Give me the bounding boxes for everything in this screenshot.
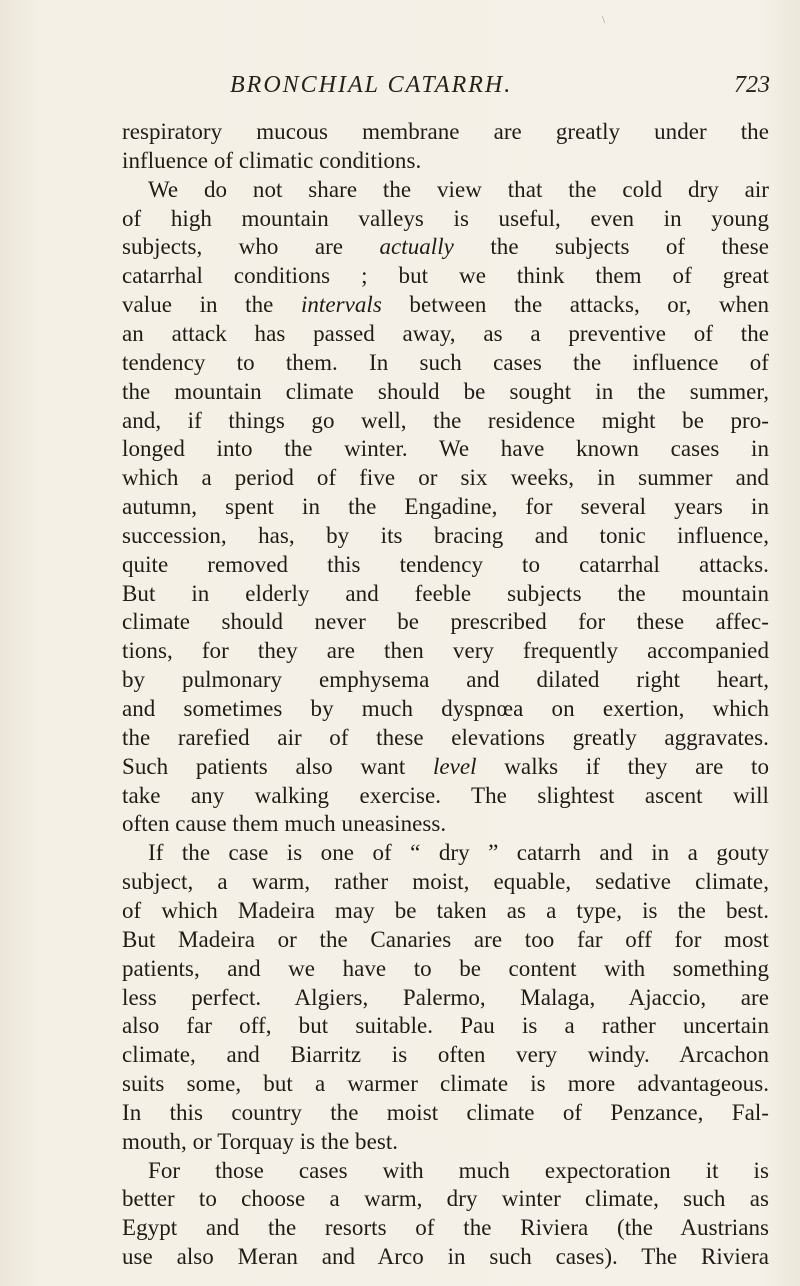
text-line: often cause them much uneasiness.	[122, 811, 447, 837]
text-line: use also Meran and Arco in such cases). The Riviera	[122, 1244, 769, 1270]
italic-emphasis: actually	[379, 234, 454, 260]
text-line: the mountain climate should be sought in the summer,	[122, 378, 769, 404]
text-line: take any walking exercise. The slightest ascent will	[122, 782, 769, 808]
text-line: If the case is one of “ dry ” catarrh and in a gouty	[148, 840, 769, 866]
text-line: less perfect. Algiers, Palermo, Malaga, Ajaccio, are	[122, 984, 769, 1010]
text-line: which a period of five or six weeks, in summer and	[122, 465, 769, 491]
text-line: by pulmonary emphysema and dilated right heart,	[122, 667, 769, 693]
text-line: But Madeira or the Canaries are too far off for most	[122, 926, 769, 952]
text-line: an attack has passed away, as a preventive of the	[122, 320, 769, 346]
text-line: In this country the moist climate of Penzance, Fal-	[122, 1099, 769, 1125]
text-line: autumn, spent in the Engadine, for several years in	[122, 494, 769, 520]
text-line: and sometimes by much dyspnœa on exertion, which	[122, 696, 769, 721]
text-line: patients, and we have to be content with something	[122, 955, 769, 981]
page-number: 723	[734, 72, 770, 98]
text-line: subject, a warm, rather moist, equable, sedative climate,	[122, 869, 769, 895]
text-line: longed into the winter. We have known cases in	[122, 436, 769, 462]
text-line: climate, and Biarritz is often very windy. Arcachon	[122, 1042, 769, 1068]
running-title: BRONCHIAL CATARRH.	[230, 72, 513, 98]
text-line: We do not share the view that the cold dry air	[148, 176, 769, 202]
text-line: of high mountain valleys is useful, even in young	[122, 205, 769, 231]
corner-mark: \	[602, 14, 606, 26]
text-line: climate should never be prescribed for these affec-	[122, 609, 769, 635]
text-line: also far off, but suitable. Pau is a rather uncertain	[122, 1013, 769, 1039]
text-line: succession, has, by its bracing and tonic influence,	[122, 522, 769, 548]
text-line: better to choose a warm, dry winter climate, such as	[122, 1186, 769, 1212]
text-line: tions, for they are then very frequently accompanied	[122, 638, 769, 664]
text-line: Egypt and the resorts of the Riviera (the Austrians	[122, 1215, 769, 1241]
text-line: the rarefied air of these elevations greatly aggravates.	[122, 724, 769, 750]
text-line: quite removed this tendency to catarrhal attacks.	[122, 551, 769, 577]
text-line: respiratory mucous membrane are greatly under the	[122, 119, 769, 144]
text-line: But in elderly and feeble subjects the mountain	[122, 580, 769, 606]
text-line: catarrhal conditions ; but we think them of great	[122, 263, 769, 289]
text-line: Such patients also want level walks if they are to	[122, 753, 769, 779]
text-line: subjects, who are actually the subjects of these	[122, 234, 770, 260]
text-line: value in the intervals between the attacks, or, when	[122, 292, 769, 318]
text-line: mouth, or Torquay is the best.	[122, 1128, 399, 1154]
text-line: For those cases with much expectoration it is	[148, 1157, 769, 1183]
italic-emphasis: level	[432, 753, 477, 779]
text-line: influence of climatic conditions.	[122, 147, 422, 173]
text-line: tendency to them. In such cases the influence of	[122, 349, 769, 375]
italic-emphasis: intervals	[300, 292, 382, 318]
text-line: suits some, but a warmer climate is more advantageous.	[122, 1071, 769, 1097]
text-line: of which Madeira may be taken as a type, is the best.	[122, 897, 769, 923]
text-line: and, if things go well, the residence might be pro-	[122, 407, 769, 433]
